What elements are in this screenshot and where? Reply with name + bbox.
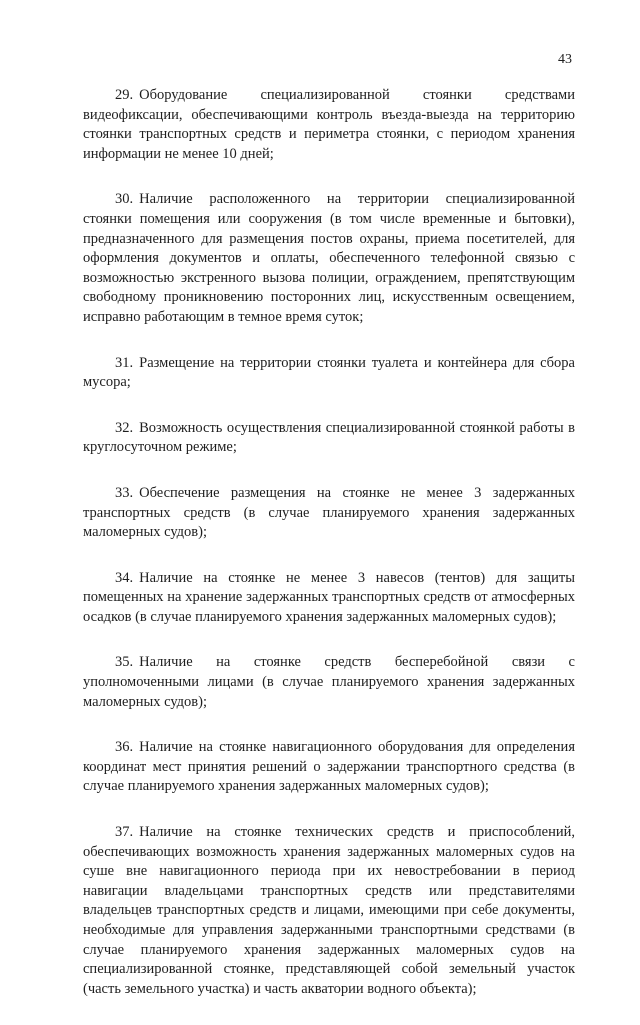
item-number: 32. (115, 419, 134, 436)
item-number: 29. (115, 87, 134, 103)
item-text: Наличие расположенного на территории специализированной стоянки помещения или сооружения (в том числе временные и бытовки), предназначенного для размещения постов охраны, приема посетителей, для оформления документов и оплаты, обеспеченного телефонной связью с возможностью экстренного вызова полиции, ограждением, препятствующим свободному проникновению посторонних лиц, искусственным освещением, исправно работающим в темное время суток; (83, 191, 575, 325)
item-text: Размещение на территории стоянки туалета и контейнера для сбора мусора; (83, 354, 575, 391)
list-item (83, 484, 575, 543)
item-number: 35. (115, 654, 134, 671)
item-number: 30. (115, 191, 134, 208)
item-text: Обеспечение размещения на стоянке не менее 3 задержанных транспортных средств (в случае планируемого хранения задержанных маломерных судов); (83, 484, 575, 541)
item-text: Наличие на стоянке навигационного оборудования для определения координат мест принятия решений о задержании транспортного средства (в случае планируемого хранения задержанных маломерных судов); (83, 739, 575, 795)
item-number: 33. (115, 484, 134, 501)
list-item (83, 653, 575, 712)
list-item (83, 86, 575, 164)
list-item (83, 419, 575, 458)
page-number: 43 (558, 52, 572, 67)
list-item (83, 190, 575, 327)
list-item (83, 823, 575, 999)
item-number: 31. (115, 354, 134, 371)
list-item (83, 569, 575, 628)
list-item (83, 354, 575, 393)
item-text: Наличие на стоянке средств бесперебойной связи с уполномоченными лицами (в случае планируемого хранения задержанных маломерных судов); (83, 654, 575, 710)
item-text: Оборудование специализированной стоянки средствами видеофиксации, обеспечивающими контроль въезда-выезда на территорию стоянки транспортных средств и периметра стоянки, с периодом хранения информации не менее 10 дней; (83, 87, 575, 162)
item-text: Наличие на стоянке не менее 3 навесов (тентов) для защиты помещенных на хранение задержанных транспортных средств от атмосферных осадков (в случае планируемого хранения задержанных маломерных судов); (83, 569, 575, 625)
item-text: Наличие на стоянке технических средств и приспособлений, обеспечивающих возможность хранения задержанных маломерных судов на суше вне навигационного периода при их невостребовании в период навигации владельцами транспортных средств или представителями владельцев транспортных средств и лицами, имеющими при себе документы, необходимые для управления задержанными транспортными средствами (в случае планируемого хранения задержанных маломерных судов на специализированной стоянке, представляющей собой земельный участок (часть земельного участка) и часть акватории водного объекта); (83, 824, 575, 997)
item-text: Возможность осуществления специализированной стоянкой работы в круглосуточном режиме; (83, 419, 575, 456)
item-number: 36. (115, 739, 134, 756)
document-body (83, 86, 575, 1025)
item-number: 34. (115, 569, 134, 586)
list-item (83, 738, 575, 797)
item-number: 37. (115, 824, 134, 841)
